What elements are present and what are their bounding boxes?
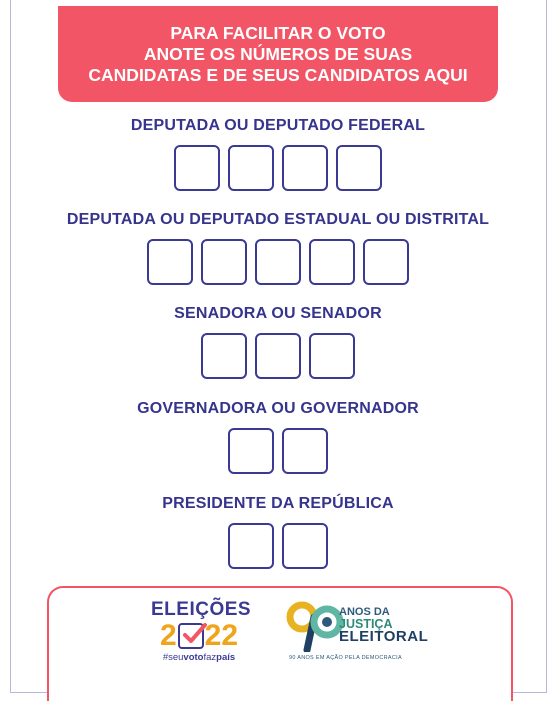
tse-line-2: JUSTIÇA [339, 617, 393, 631]
digit-box[interactable] [309, 239, 355, 285]
section-presidente [0, 493, 556, 569]
justica-eleitoral-90-anos-logo [285, 600, 429, 664]
section-governador [0, 398, 556, 474]
digit-box[interactable] [201, 333, 247, 379]
year-digit-a: 2 [159, 619, 177, 652]
tse-subtitle: 90 ANOS EM AÇÃO PELA DEMOCRACIA [289, 655, 402, 661]
section-title: DEPUTADA OU DEPUTADO FEDERAL [130, 117, 426, 134]
section-title: DEPUTADA OU DEPUTADO ESTADUAL OU DISTRITAL [66, 211, 490, 228]
digit-box[interactable] [255, 239, 301, 285]
digit-box[interactable] [282, 523, 328, 569]
section-title: PRESIDENTE DA REPÚBLICA [162, 495, 394, 512]
digit-box[interactable] [174, 145, 220, 191]
digit-box[interactable] [228, 428, 274, 474]
hashtag: #seuvotofazpaís [162, 652, 236, 663]
section-senador [0, 303, 556, 379]
tse-line-1: ANOS DA [339, 606, 390, 618]
digit-box[interactable] [228, 523, 274, 569]
digit-box[interactable] [336, 145, 382, 191]
banner-line-1: PARA FACILITAR O VOTO [170, 22, 386, 43]
eleicoes-2022-logo [151, 599, 252, 663]
digit-box[interactable] [201, 239, 247, 285]
digit-box[interactable] [282, 145, 328, 191]
banner-line-3: CANDIDATAS E DE SEUS CANDIDATOS AQUI [88, 64, 468, 85]
digit-box[interactable] [282, 428, 328, 474]
digit-boxes [0, 428, 556, 474]
digit-box[interactable] [147, 239, 193, 285]
check-box-icon [178, 623, 204, 649]
section-deputado-estadual [0, 209, 556, 285]
section-deputado-federal [0, 115, 556, 191]
digit-box[interactable] [228, 145, 274, 191]
digit-boxes [0, 145, 556, 191]
digit-box[interactable] [363, 239, 409, 285]
footer-logos [47, 586, 513, 701]
banner-line-2: ANOTE OS NÚMEROS DE SUAS [143, 43, 413, 64]
digit-boxes [0, 523, 556, 569]
section-title: SENADORA OU SENADOR [174, 305, 382, 322]
header-banner [58, 6, 498, 102]
digit-boxes [0, 333, 556, 379]
digit-box[interactable] [255, 333, 301, 379]
eleicoes-word: ELEIÇÕES [151, 599, 252, 620]
digit-box[interactable] [309, 333, 355, 379]
eleicoes-year [151, 621, 247, 651]
tse-line-3: ELEITORAL [339, 628, 429, 645]
year-digit-b: 22 [204, 619, 239, 652]
digit-boxes [0, 239, 556, 285]
section-title: GOVERNADORA OU GOVERNADOR [137, 400, 419, 417]
